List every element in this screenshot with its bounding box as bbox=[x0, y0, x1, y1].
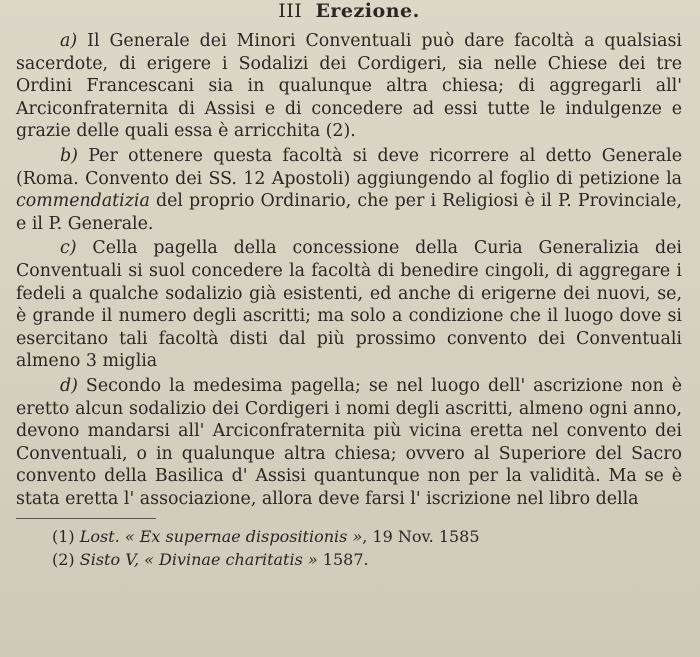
paragraph-b bbox=[16, 145, 682, 235]
paragraph-text-cont: del proprio Ordinario, che per i Religiosi è il P. Provinciale, e il P. Generale. bbox=[16, 191, 682, 234]
paragraph-label: d) bbox=[60, 375, 78, 396]
section-title: Erezione. bbox=[315, 0, 420, 22]
paragraph-text: Il Generale dei Minori Conventuali può dare facoltà a qualsiasi sacerdote, di erigere i Sodalizi dei Cordigeri, sia nelle Chiese dei tre Ordini Francescani sia in qualunque altra chiesa; di aggregarli all' Arciconfraternita di Assisi e di concedere ad essi tutte le indulgenze e grazie delle quali essa è arricchita (2). bbox=[16, 31, 682, 142]
footnote-2 bbox=[52, 548, 682, 571]
paragraph-label: c) bbox=[60, 238, 77, 259]
paragraph-c bbox=[16, 237, 682, 373]
paragraph-d bbox=[16, 375, 682, 511]
paragraph-a bbox=[16, 30, 682, 143]
paragraph-label: b) bbox=[60, 145, 78, 166]
footnote-author: Lost. bbox=[79, 527, 120, 547]
footnote-work: « Ex supernae dispositionis » bbox=[124, 527, 363, 547]
section-number: III bbox=[278, 0, 303, 22]
footnote-date: 1587. bbox=[317, 550, 369, 570]
footnote-work: « Divinae charitatis » bbox=[144, 550, 318, 570]
footnote-author: Sisto V, bbox=[79, 550, 140, 570]
footnote-marker: (2) bbox=[52, 550, 75, 570]
paragraph-emphasis: commendatizia bbox=[16, 191, 150, 212]
paragraph-text: Cella pagella della concessione della Curia Generalizia dei Conventuali si suol concedere la facoltà di benedire cingoli, di aggregare i fedeli a qualche sodalizio già esistenti, ed anche di erigerne dei nuovi, se, è grande il numero degli ascritti; ma solo a condizione che il luogo dove si esercitano tali facoltà disti dal più prossimo convento dei Conventuali almeno 3 miglia bbox=[16, 238, 682, 372]
paragraph-text: Per ottenere questa facoltà si deve ricorrere al detto Generale (Roma. Convento dei SS. 12 Apostoli) aggiungendo al foglio di petizione la bbox=[16, 145, 682, 189]
paragraph-label: a) bbox=[60, 31, 78, 51]
footnote-divider bbox=[16, 518, 156, 519]
paragraph-text: Secondo la medesima pagella; se nel luogo dell' ascrizione non è eretto alcun sodalizio dei Cordigeri i nomi degli ascritti, almeno ogni anno, devono mandarsi all' Arciconfraternita più vicina eretta nel convento dei Conventuali, o in qualunque altra chiesa; ovvero al Superiore del Sacro convento della Basilica d' Assisi quantunque non per la validità. Ma se è stata eretta l' associazione, allora deve farsi l' iscrizione nel libro della bbox=[16, 375, 682, 509]
footnote-date: , 19 Nov. 1585 bbox=[362, 527, 480, 547]
footnote-marker: (1) bbox=[52, 527, 75, 547]
footnote-1 bbox=[52, 525, 682, 548]
section-heading bbox=[16, 0, 682, 30]
